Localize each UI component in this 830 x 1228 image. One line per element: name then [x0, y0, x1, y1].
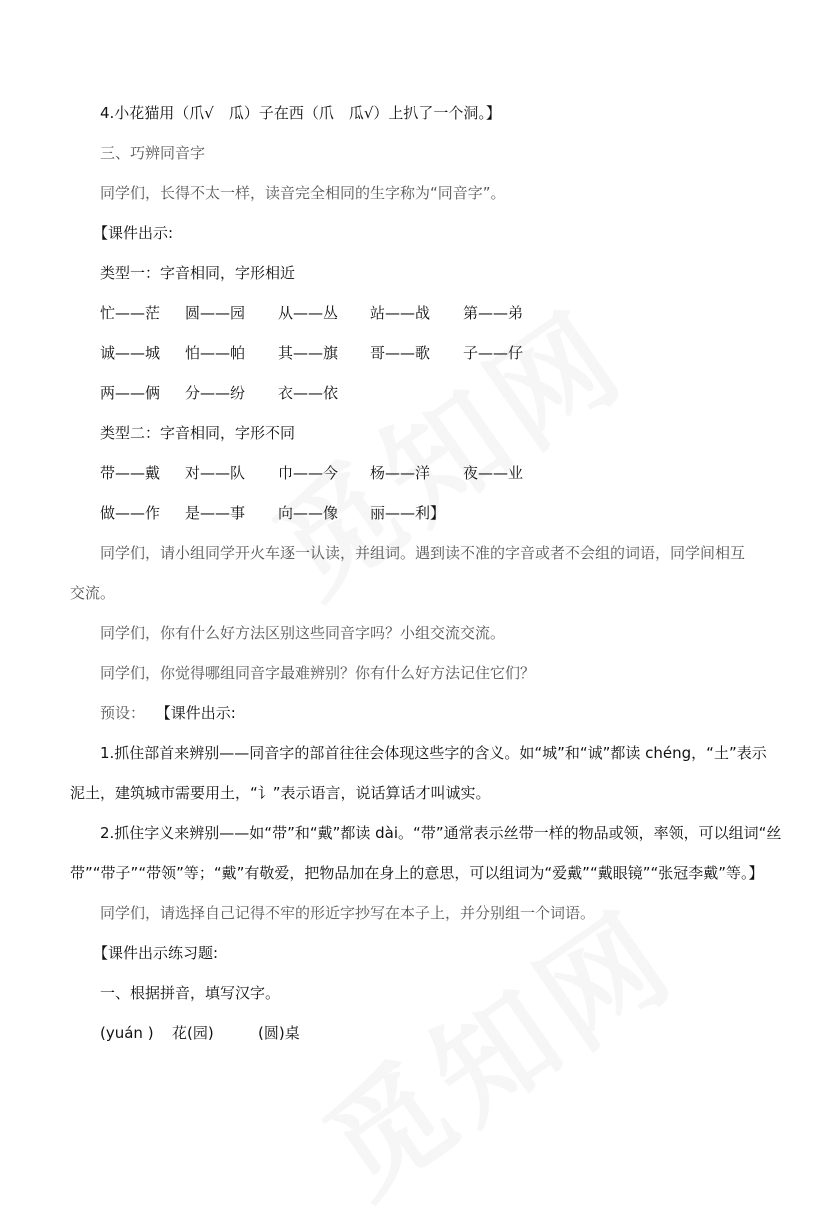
word-pair: 向——像: [278, 504, 339, 522]
method2-line-2: 带”“带子”“带领”等；“戴”有敬爱，把物品加在身上的意思，可以组词为“爱戴”“戴眼镜”“张冠李戴”等。】: [70, 864, 764, 882]
word-pair: 诚——城: [100, 344, 161, 362]
word-pair: 对——队: [185, 464, 246, 482]
intro-paragraph: 同学们，长得不太一样，读音完全相同的生字称为“同音字”。: [100, 184, 506, 202]
word-pair: 其——旗: [278, 344, 339, 362]
word-pair: 第——弟: [463, 304, 524, 322]
word-pair: 怕——帕: [185, 344, 246, 362]
word-pair: 两——俩: [100, 384, 161, 402]
word-pair: 子——仔: [463, 344, 524, 362]
word-pair: 站——战: [370, 304, 431, 322]
method1-line-1: 1.抓住部首来辨别——同音字的部首往往会体现这些字的含义。如“城”和“诚”都读 chéng，“土”表示: [100, 744, 767, 762]
copy-paragraph: 同学们，请选择自己记得不牢的形近字抄写在本子上，并分别组一个词语。: [100, 904, 596, 922]
exercise1-item: (圆)桌: [258, 1024, 300, 1042]
preset-courseware: 【课件出示:: [155, 704, 236, 722]
courseware-label: 【课件出示:: [93, 224, 174, 242]
train-paragraph-line-1: 同学们，请小组同学开火车逐一认读，并组词。遇到读不准的字音或者不会组的词语，同学间相互: [100, 544, 746, 562]
word-pair: 巾——今: [278, 464, 339, 482]
exercise1-title: 一、根据拼音，填写汉字。: [100, 984, 281, 1002]
type1-title: 类型一：字音相同，字形相近: [100, 264, 296, 282]
word-pair: 分——纷: [185, 384, 246, 402]
word-pair: 丽——利】: [370, 504, 446, 522]
exercise-header: 【课件出示练习题:: [93, 944, 219, 962]
word-pair: 忙——茫: [100, 304, 161, 322]
exercise1-item: 花(园): [172, 1024, 214, 1042]
preset-label: 预设：: [100, 704, 146, 722]
word-pair: 带——戴: [100, 464, 161, 482]
word-pair: 从——丛: [278, 304, 339, 322]
word-pair: 衣——依: [278, 384, 339, 402]
word-pair: 夜——业: [463, 464, 524, 482]
word-pair: 做——作: [100, 504, 161, 522]
word-pair: 圆——园: [185, 304, 246, 322]
question-4: 4.小花猫用（爪√ 瓜）子在西（爪 瓜√）上扒了一个洞。】: [100, 104, 501, 122]
exercise1-pinyin: (yuán ): [100, 1024, 154, 1042]
section-3-title: 三、巧辨同音字: [100, 144, 206, 162]
train-paragraph-line-2: 交流。: [70, 584, 116, 602]
word-pair: 哥——歌: [370, 344, 431, 362]
method2-line-1: 2.抓住字义来辨别——如“带”和“戴”都读 dài。“带”通常表示丝带一样的物品或领，率领，可以组词“丝: [100, 824, 782, 842]
hardest-paragraph: 同学们，你觉得哪组同音字最难辨别？你有什么好方法记住它们？: [100, 664, 536, 682]
word-pair: 杨——洋: [370, 464, 431, 482]
word-pair: 是——事: [185, 504, 246, 522]
type2-title: 类型二：字音相同，字形不同: [100, 424, 296, 442]
method1-line-2: 泥土，建筑城市需要用土，“讠”表示语言，说话算话才叫诚实。: [70, 784, 491, 802]
method-paragraph: 同学们，你有什么好方法区别这些同音字吗？小组交流交流。: [100, 624, 506, 642]
preset-line: [100, 703, 236, 723]
